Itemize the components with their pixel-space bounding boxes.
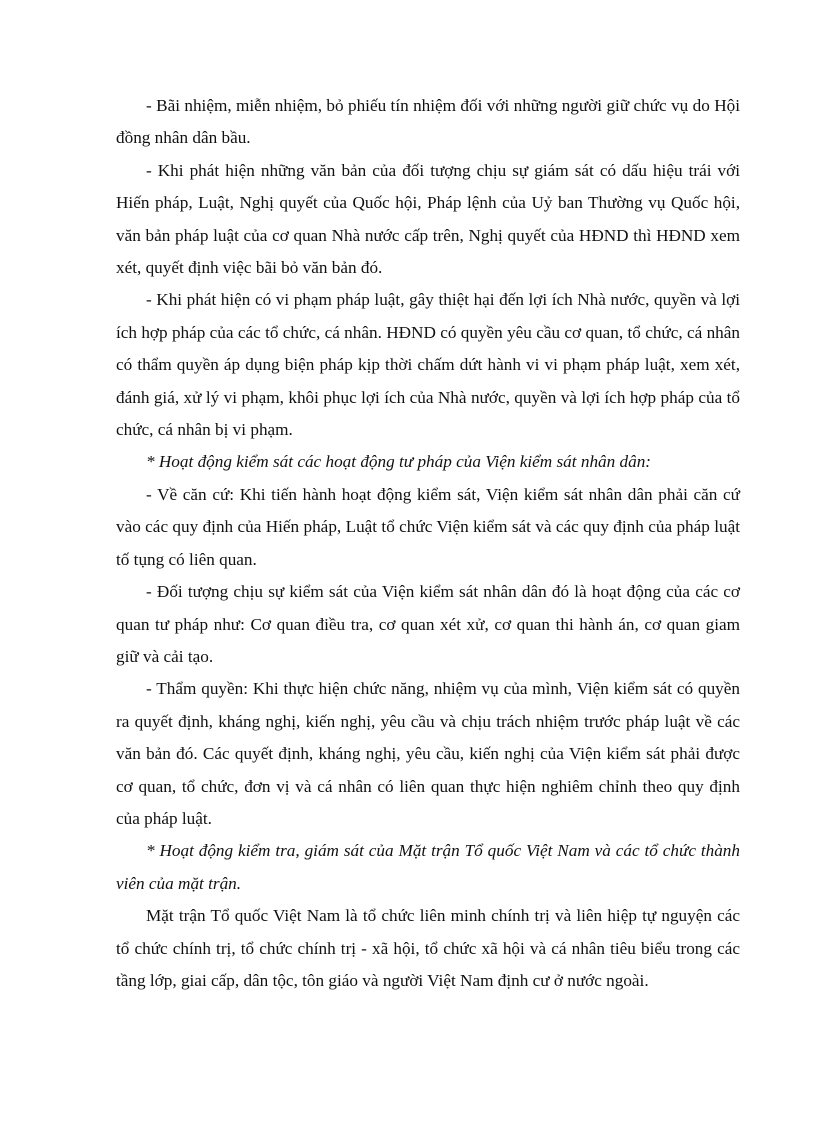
paragraph-fatherland-front-definition: Mặt trận Tổ quốc Việt Nam là tổ chức liên minh chính trị và liên hiệp tự nguyện các tổ chức chính trị, tổ chức chính trị - xã hội, tổ chức xã hội và cá nhân tiêu biểu trong các tầng lớp, giai cấp, dân tộc, tôn giáo và người Việt Nam định cư ở nước ngoài. xyxy=(116,906,740,990)
heading-fatherland-front: * Hoạt động kiểm tra, giám sát của Mặt trận Tổ quốc Việt Nam và các tổ chức thành viên của mặt trận. xyxy=(116,841,740,893)
document-body xyxy=(116,90,740,997)
paragraph-authority: - Thẩm quyền: Khi thực hiện chức năng, nhiệm vụ của mình, Viện kiểm sát có quyền ra quyết định, kháng nghị, kiến nghị, yêu cầu và chịu trách nhiệm trước pháp luật về các văn bản đó. Các quyết định, kháng nghị, yêu cầu, kiến nghị của Viện kiểm sát phải được cơ quan, tổ chức, đơn vị và cá nhân có liên quan thực hiện nghiêm chỉnh theo quy định của pháp luật. xyxy=(116,679,740,828)
paragraph-law-violation: - Khi phát hiện có vi phạm pháp luật, gây thiệt hại đến lợi ích Nhà nước, quyền và lợi ích hợp pháp của các tổ chức, cá nhân. HĐND có quyền yêu cầu cơ quan, tổ chức, cá nhân có thẩm quyền áp dụng biện pháp kịp thời chấm dứt hành vi vi phạm pháp luật, xem xét, đánh giá, xử lý vi phạm, khôi phục lợi ích của Nhà nước, quyền và lợi ích hợp pháp của tổ chức, cá nhân bị vi phạm. xyxy=(116,290,740,440)
paragraph-legal-basis: - Về căn cứ: Khi tiến hành hoạt động kiểm sát, Viện kiểm sát nhân dân phải căn cứ vào các quy định của Hiến pháp, Luật tổ chức Viện kiểm sát và các quy định của pháp luật tố tụng có liên quan. xyxy=(116,484,740,569)
heading-procuracy-supervision: * Hoạt động kiểm sát các hoạt động tư pháp của Viện kiểm sát nhân dân: xyxy=(146,452,652,472)
paragraph-unlawful-documents: - Khi phát hiện những văn bản của đối tượng chịu sự giám sát có dấu hiệu trái với Hiến pháp, Luật, Nghị quyết của Quốc hội, Pháp lệnh của Uỷ ban Thường vụ Quốc hội, văn bản pháp luật của cơ quan Nhà nước cấp trên, Nghị quyết của HĐND thì HĐND xem xét, quyết định việc bãi bỏ văn bản đó. xyxy=(116,160,740,278)
paragraph-dismissal: - Bãi nhiệm, miễn nhiệm, bỏ phiếu tín nhiệm đối với những người giữ chức vụ do Hội đồng nhân dân bầu. xyxy=(116,96,740,148)
paragraph-supervised-subjects: - Đối tượng chịu sự kiểm sát của Viện kiểm sát nhân dân đó là hoạt động của các cơ quan tư pháp như: Cơ quan điều tra, cơ quan xét xử, cơ quan thi hành án, cơ quan giam giữ và cải tạo. xyxy=(116,582,740,666)
